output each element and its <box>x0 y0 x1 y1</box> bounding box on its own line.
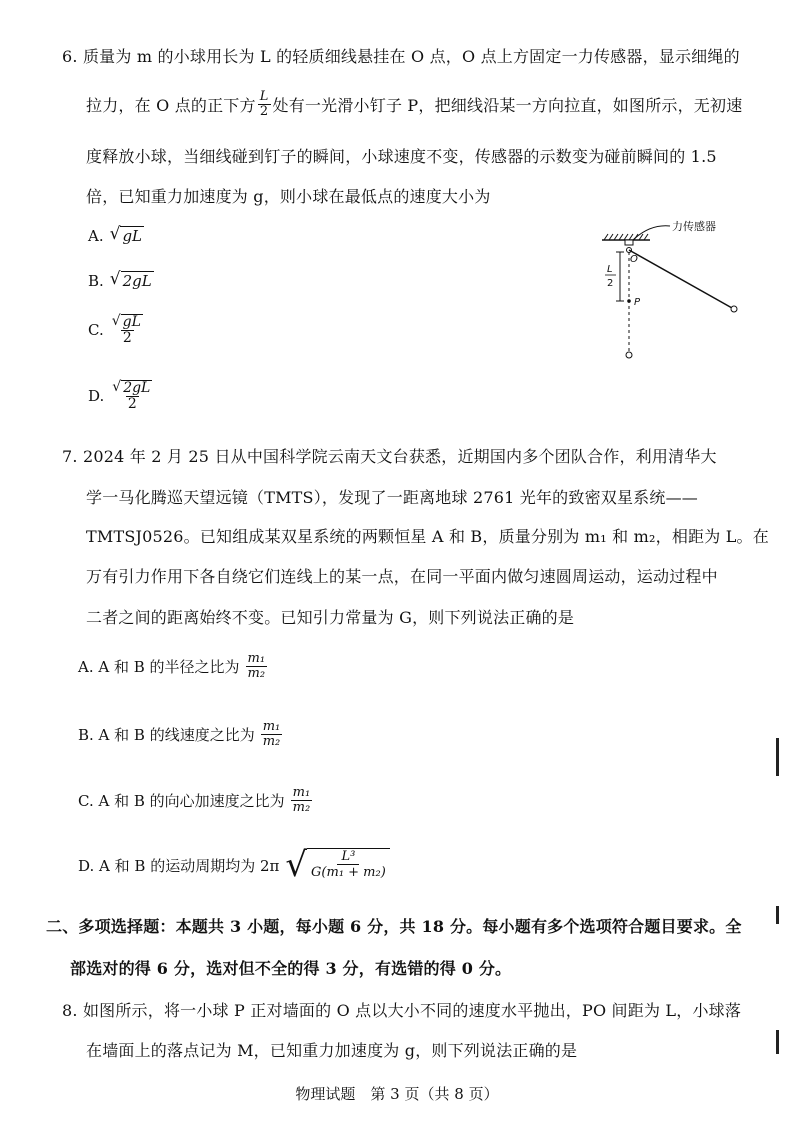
q6-option-a <box>88 226 144 245</box>
q7-option-b-text: B. A 和 B 的线速度之比为 <box>78 726 255 745</box>
q6-line-2-end: 处有一光滑小钉子 P，把细线沿某一方向拉直，如图所示，无初速 <box>272 96 743 116</box>
q6-option-a-sqrt: √ gL <box>109 224 143 245</box>
pendulum-ball <box>731 306 737 312</box>
dimension-label-num: L <box>607 264 613 275</box>
label-p: P <box>634 297 641 308</box>
q7-option-a-numerator: m₁ <box>247 651 266 666</box>
q7-option-a-text: A. A 和 B 的半径之比为 <box>78 658 240 677</box>
q6-inline-fraction <box>258 90 271 120</box>
q7-option-b <box>78 720 282 750</box>
page-footer: 物理试题 第 3 页（共 8 页） <box>295 1085 499 1103</box>
q6-option-c-denominator: 2 <box>122 330 132 347</box>
q7-option-d-text: D. A 和 B 的运动周期均为 2π <box>78 856 280 875</box>
q6-option-b-label: B. <box>88 271 104 290</box>
q7-option-b-fraction <box>261 720 283 750</box>
label-o: O <box>630 254 638 265</box>
q6-fraction-numerator: L <box>259 89 269 104</box>
q7-option-c-numerator: m₁ <box>292 785 311 800</box>
q7-option-d-sqrt: √ $\frac{\text{L³}}{\text{G(m₁ + m₂)}}$ <box>285 848 389 882</box>
q6-line-2-start: 拉力，在 O 点的正下方 <box>86 96 256 116</box>
q6-option-c-fraction: √ gL 2 <box>111 313 141 347</box>
ceiling-hatching <box>604 234 648 240</box>
q6-line-4: 倍，已知重力加速度为 g，则小球在最低点的速度大小为 <box>86 187 491 206</box>
q6-option-d-numerator: 2gL <box>123 380 151 396</box>
q6-line-1: 6. 质量为 m 的小球用长为 L 的轻质细线悬挂在 O 点，O 点上方固定一力传感器，显示细绳的 <box>62 47 740 66</box>
q6-option-d-fraction: √ 2gL 2 <box>112 379 151 413</box>
q7-option-d <box>78 845 390 885</box>
q6-option-d-denominator: 2 <box>127 396 137 413</box>
dimension-label-den: 2 <box>607 278 614 289</box>
peg-p <box>627 299 631 303</box>
scan-edge-mark-2 <box>776 906 779 924</box>
q7-line-2: 学一马化腾巡天望远镜（TMTS），发现了一距离地球 2761 光年的致密双星系统—— <box>86 488 698 507</box>
q8-line-1: 8. 如图所示，将一小球 P 正对墙面的 O 点以大小不同的速度水平抛出，PO 间距为 L，小球落 <box>62 1001 742 1020</box>
scan-edge-mark-1 <box>776 738 779 776</box>
q7-option-a-denominator: m₂ <box>247 666 266 682</box>
q6-option-b-sqrt: √ 2gL <box>109 269 152 290</box>
sensor-leader-line <box>633 226 670 240</box>
q6-line-3: 度释放小球，当细线碰到钉子的瞬间，小球速度不变，传感器的示数变为碰前瞬间的 1.5 <box>86 147 717 166</box>
q6-option-d <box>88 380 154 413</box>
q7-line-3: TMTSJ0526。已知组成某双星系统的两颗恒星 A 和 B，质量分别为 m₁ 和 m₂，相距为 L。在 <box>86 527 769 546</box>
q7-option-a <box>78 652 267 682</box>
q6-pendulum-diagram <box>590 212 770 372</box>
q7-option-c-denominator: m₂ <box>292 800 311 816</box>
q7-line-4: 万有引力作用下各自绕它们连线上的某一点，在同一平面内做匀速圆周运动，运动过程中 <box>86 567 718 586</box>
q6-option-c <box>88 314 145 347</box>
scan-edge-mark-3 <box>776 1030 779 1054</box>
q7-option-d-numerator: L³ <box>337 849 359 865</box>
q7-option-c <box>78 786 312 816</box>
q6-fraction-denominator: 2 <box>259 104 269 120</box>
q7-option-b-numerator: m₁ <box>262 719 281 734</box>
pendulum-string <box>629 250 732 308</box>
sensor-label: 力传感器 <box>672 220 716 233</box>
section2-line-2: 部选对的得 6 分，选对但不全的得 3 分，有选错的得 0 分。 <box>70 959 512 978</box>
lowest-point <box>626 352 632 358</box>
q6-line-2 <box>86 90 742 120</box>
q6-option-a-label: A. <box>88 226 104 245</box>
q7-line-1: 7. 2024 年 2 月 25 日从中国科学院云南天文台获悉，近期国内多个团队合作，利用清华大 <box>62 447 717 466</box>
force-sensor <box>625 240 633 245</box>
q6-option-c-numerator: gL <box>122 314 141 330</box>
section2-line-1: 二、多项选择题：本题共 3 小题，每小题 6 分，共 18 分。每小题有多个选项符合题目要求。全 <box>46 917 742 936</box>
q6-option-c-label: C. <box>88 321 104 340</box>
q7-option-c-text: C. A 和 B 的向心加速度之比为 <box>78 792 285 811</box>
q7-option-a-fraction <box>246 652 268 682</box>
q8-line-2: 在墙面上的落点记为 M，已知重力加速度为 g，则下列说法正确的是 <box>86 1041 578 1060</box>
q7-option-c-fraction <box>291 786 313 816</box>
q6-option-b <box>88 271 154 290</box>
q7-line-5: 二者之间的距离始终不变。已知引力常量为 G，则下列说法正确的是 <box>86 608 575 627</box>
q6-option-b-expr: 2gL <box>122 272 152 290</box>
q6-option-a-expr: gL <box>122 227 143 245</box>
q7-option-b-denominator: m₂ <box>262 734 281 750</box>
q6-option-d-label: D. <box>88 387 105 406</box>
q7-option-d-denominator: G(m₁ + m₂) <box>311 865 386 880</box>
